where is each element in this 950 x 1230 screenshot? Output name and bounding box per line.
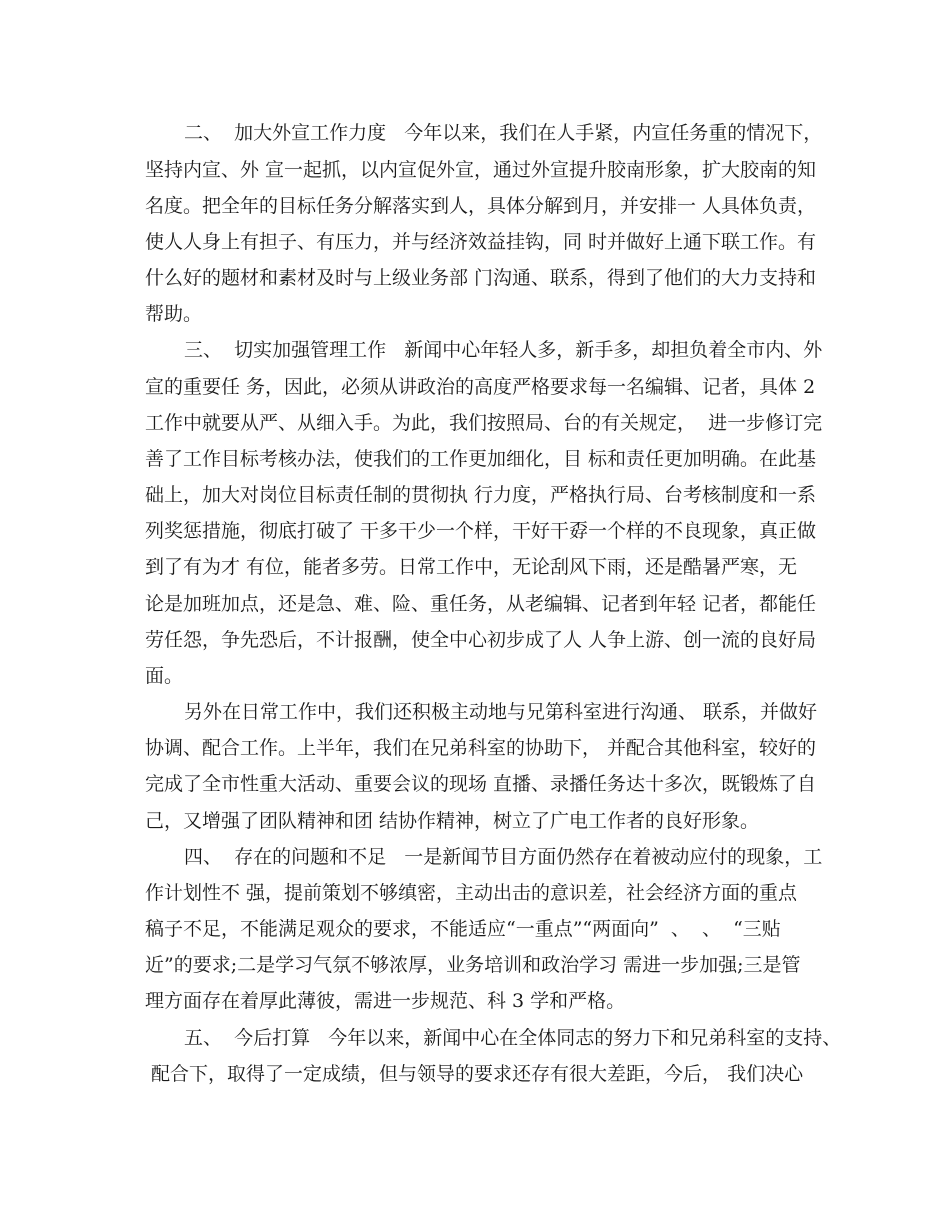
text-line: 二、 加大外宣工作力度 今年以来，我们在人手紧，内宣任务重的情况下， bbox=[184, 122, 823, 144]
text-line: 配合下，取得了一定成绩，但与领导的要求还存有很大差距，今后， 我们决心 bbox=[145, 1063, 804, 1085]
text-line: 劳任怨，争先恐后，不计报酬，使全中心初步成了人 人争上游、创一流的良好局 bbox=[145, 629, 817, 651]
text-line: 作计划性不 强，提前策划不够缜密，主动出击的意识差，社会经济方面的重点 bbox=[145, 882, 798, 904]
text-line: 近”的要求;二是学习气氛不够浓厚，业务培训和政治学习 需进一步加强;三是管 bbox=[145, 954, 801, 976]
text-line: 己，又增强了团队精神和团 结协作精神，树立了广电工作者的良好形象。 bbox=[145, 810, 760, 832]
text-line: 完成了全市性重大活动、重要会议的现场 直播、录播任务达十多次，既锻炼了自 bbox=[145, 773, 817, 795]
text-line: 稿子不足，不能满足观众的要求，不能适应“一重点”“两面向” 、 、 “三贴 bbox=[145, 918, 781, 940]
text-line: 列奖惩措施，彻底打破了 干多干少一个样，干好干孬一个样的不良现象，真正做 bbox=[145, 520, 817, 542]
text-line: 协调、配合工作。上半年，我们在兄弟科室的协助下， 并配合其他科室，较好的 bbox=[145, 737, 817, 759]
text-line: 另外在日常工作中，我们还积极主动地与兄第科室进行沟通、 联系，并做好 bbox=[184, 701, 818, 723]
text-line: 面。 bbox=[145, 665, 184, 687]
text-line: 坚持内宣、外 宣一起抓，以内宣促外宣，通过外宣提升胶南形象，扩大胶南的知 bbox=[145, 159, 817, 181]
text-line: 善了工作目标考核办法，使我们的工作更加细化，目 标和责任更加明确。在此基 bbox=[145, 448, 817, 470]
text-line: 使人人身上有担子、有压力，并与经济效益挂钩，同 时并做好上通下联工作。有 bbox=[145, 231, 817, 253]
text-line: 三、 切实加强管理工作 新闻中心年轻人多，新手多，却担负着全市内、外 bbox=[184, 339, 823, 361]
text-line: 名度。把全年的目标任务分解落实到人，具体分解到月，并安排一 人具体负责， bbox=[145, 195, 817, 217]
text-line: 工作中就要从严、从细入手。为此，我们按照局、台的有关规定， 进一步修订完 bbox=[145, 412, 823, 434]
text-line: 础上，加大对岗位目标责任制的贯彻执 行力度，严格执行局、台考核制度和一系 bbox=[145, 484, 817, 506]
text-line: 什么好的题材和素材及时与上级业务部 门沟通、联系，得到了他们的大力支持和 bbox=[145, 267, 817, 289]
text-line: 理方面存在着厚此薄彼，需进一步规范、科 3 学和严格。 bbox=[145, 990, 626, 1012]
text-line: 到了有为才 有位，能者多劳。日常工作中，无论刮风下雨，还是酷暑严寒，无 bbox=[145, 556, 798, 578]
text-line: 五、 今后打算 今年以来，新闻中心在全体同志的努力下和兄弟科室的支持、 bbox=[184, 1027, 842, 1049]
text-line: 帮助。 bbox=[145, 303, 203, 325]
text-line: 宣的重要任 务，因此，必须从讲政治的高度严格要求每一名编辑、记者，具体 2 bbox=[145, 376, 816, 398]
text-line: 四、 存在的问题和不足 一是新闻节目方面仍然存在着被动应付的现象，工 bbox=[184, 846, 823, 868]
text-line: 论是加班加点，还是急、难、险、重任务，从老编辑、记者到年轻 记者，都能任 bbox=[145, 593, 817, 615]
